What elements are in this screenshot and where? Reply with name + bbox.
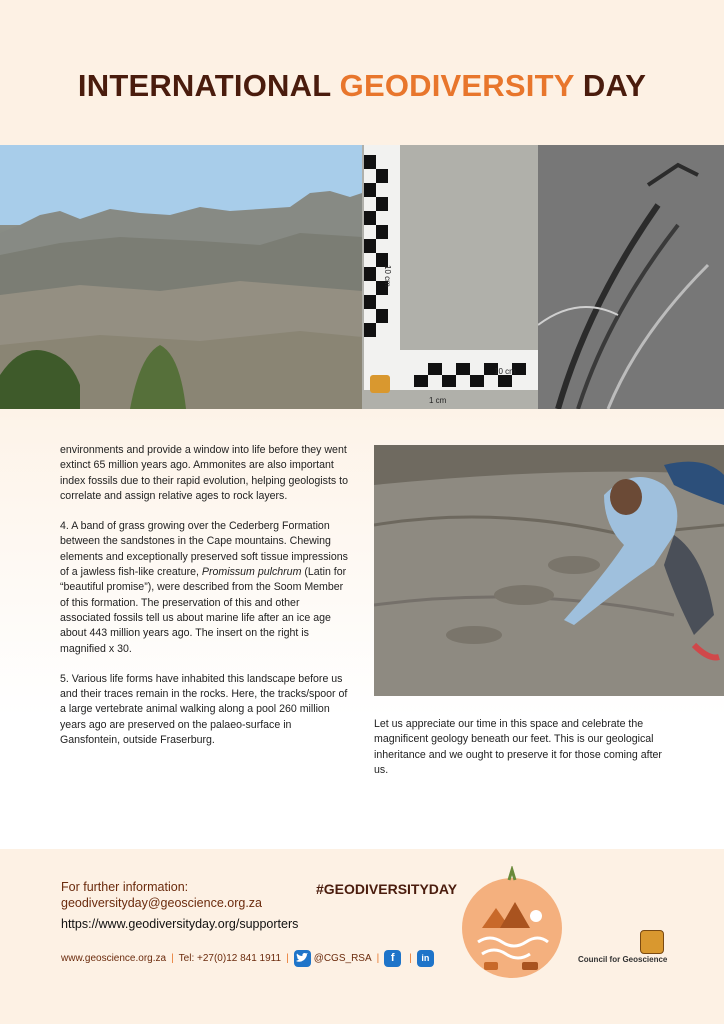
contact-row (61, 948, 437, 968)
supporters-url-link[interactable]: https://www.geodiversityday.org/supporters (61, 917, 299, 931)
title-part-international: INTERNATIONAL (77, 68, 331, 103)
council-for-geoscience-logo (640, 930, 664, 954)
page-footer (0, 849, 724, 1024)
linkedin-icon[interactable]: in (417, 950, 434, 967)
mountain-landscape-photo (0, 145, 362, 409)
closing-paragraph: Let us appreciate our time in this space and celebrate the magnificent geology beneath our feet. This is our geological inheritance and we ought to preserve it for those coming after us. (374, 718, 662, 776)
hashtag: #GEODIVERSITYDAY (316, 881, 458, 897)
fossil-scale-photo (362, 145, 538, 409)
magnified-fossil-photo (538, 145, 724, 409)
website-link[interactable]: www.geoscience.org.za (61, 952, 167, 964)
paragraph-cederberg-part2: (Latin for “beautiful promise”), were described from the Soom Member of this formation. The preservation of this and other associated fossils tell us about marine life after an ice age about 443 million years ago. The insert on the right is magnified x 30. (60, 566, 347, 655)
mountain-illustration (0, 145, 362, 409)
separator: | (409, 952, 412, 964)
twitter-bird-shape (296, 953, 308, 963)
title-part-day: DAY (582, 68, 647, 103)
page-title (0, 68, 724, 104)
separator: | (376, 952, 380, 964)
separator: | (171, 952, 174, 964)
twitter-handle-link[interactable]: @CGS_RSA (313, 952, 372, 964)
paragraph-cederberg-part1: 4. A band of grass growing over the Cederberg Formation between the sandstones in the Cape mountains. Chewing elements and exceptionally preserved soft tissue impressions of a jawless fish-like creature, (60, 520, 348, 579)
paragraph-tracks: 5. Various life forms have inhabited this landscape before us and their traces remain in the rocks. Here, the tracks/spoor of a large vertebrate animal walking along a pool 260 million years ago are preserved on the palaeo-surface in Gansfontein, outside Fraserburg. (60, 672, 348, 747)
field-scene-illustration (374, 445, 724, 696)
title-part-geodiversity: GEODIVERSITY (339, 68, 575, 103)
scale-label-horizontal: 10 cm (494, 367, 516, 376)
fossil-tracks-field-photo (374, 445, 724, 696)
page-header (0, 0, 724, 145)
species-name: Promissum pulchrum (201, 566, 302, 579)
paragraph-ammonites: environments and provide a window into life before they went extinct 65 million years ago. Ammonites are also important index fossils due to their rapid evolution, helping geologists to correlate and assign relative ages to rock layers. (60, 444, 348, 502)
left-text-column (60, 443, 350, 763)
scale-label-small: 1 cm (429, 396, 447, 405)
info-email-link[interactable]: geodiversityday@geoscience.org.za (61, 896, 262, 910)
geodiversity-emblem (460, 866, 564, 982)
scale-label-vertical: 10 cm (383, 265, 392, 287)
twitter-icon[interactable] (294, 950, 311, 967)
org-name: Council for Geoscience (578, 955, 668, 964)
fossil-texture-illustration (538, 145, 724, 409)
info-label: For further information: (61, 880, 189, 894)
separator: | (286, 952, 289, 964)
paragraph-cederberg (60, 519, 350, 657)
telephone: Tel: +27(0)12 841 1911 (178, 952, 282, 964)
facebook-icon[interactable]: f (384, 950, 401, 967)
